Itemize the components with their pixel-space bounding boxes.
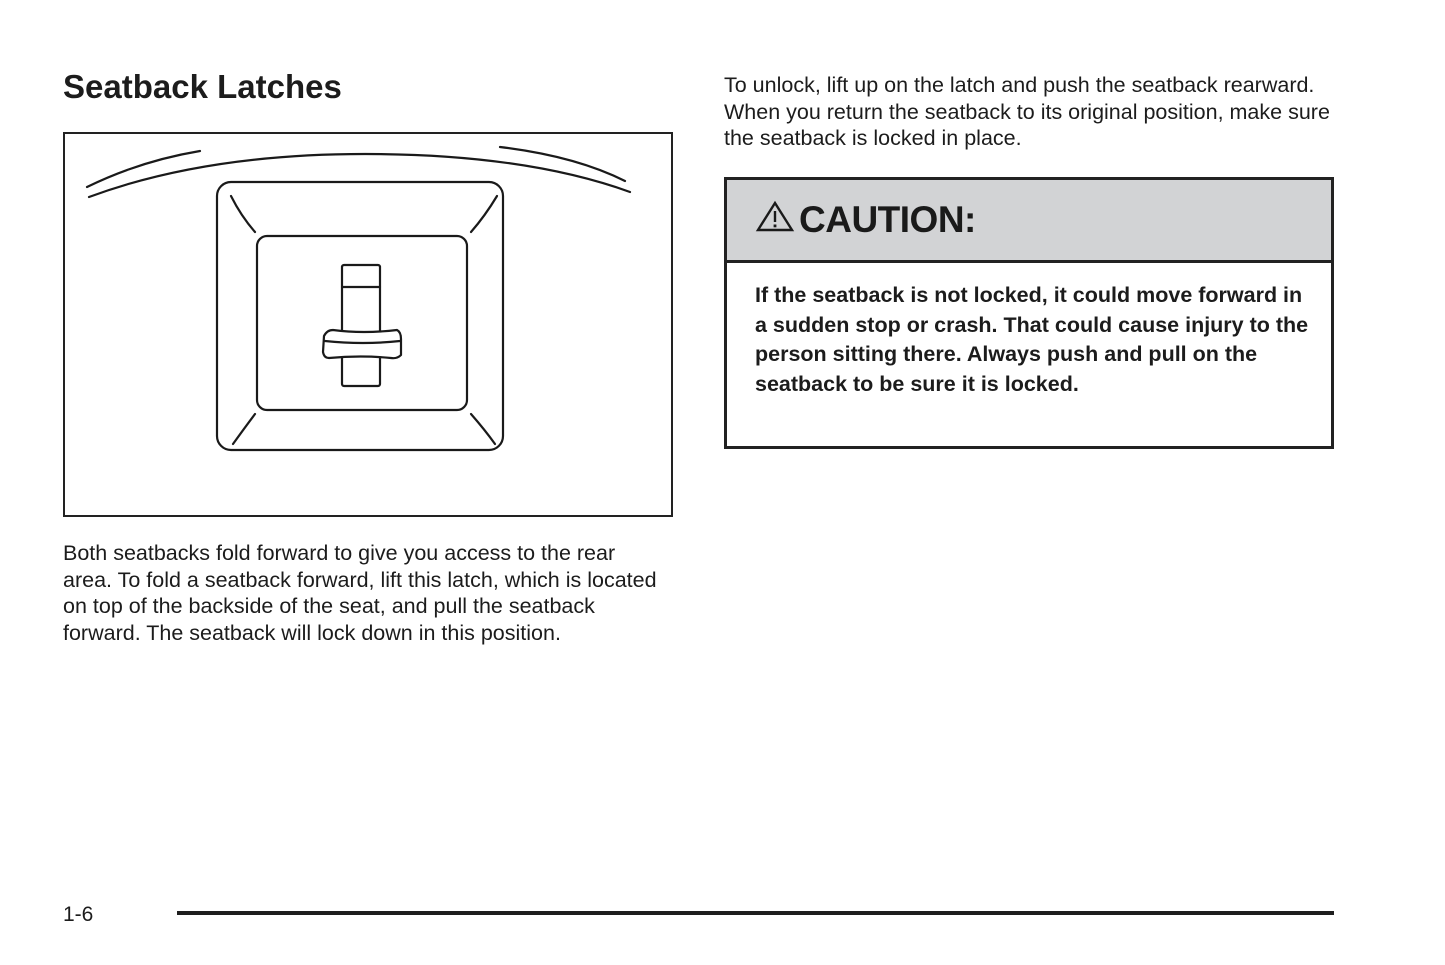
page-title: Seatback Latches (63, 68, 342, 105)
caution-header (727, 180, 1331, 263)
footer-rule (177, 911, 1334, 915)
caution-box (724, 177, 1334, 449)
seatback-latch-illustration-icon (65, 134, 671, 515)
fold-instructions-paragraph: Both seatbacks fold forward to give you access to the rear area. To fold a seatback forward, lift this latch, which is located on top of the backside of the seat, and pull the seatback forward. The seatback will lock down in this position. (63, 541, 657, 646)
caution-label: CAUTION: (799, 199, 976, 240)
warning-triangle-icon (755, 200, 795, 232)
page-number: 1-6 (63, 903, 94, 926)
caution-text: If the seatback is not locked, it could move forward in a sudden stop or crash. That could cause injury to the person sitting there. Always push and pull on the seatback to be sure it is locked. (755, 283, 1309, 396)
seatback-latch-figure (63, 132, 673, 517)
unlock-instructions-paragraph: To unlock, lift up on the latch and push the seatback rearward. When you return the seatback to its original position, make sure the seatback is locked in place. (724, 73, 1330, 151)
